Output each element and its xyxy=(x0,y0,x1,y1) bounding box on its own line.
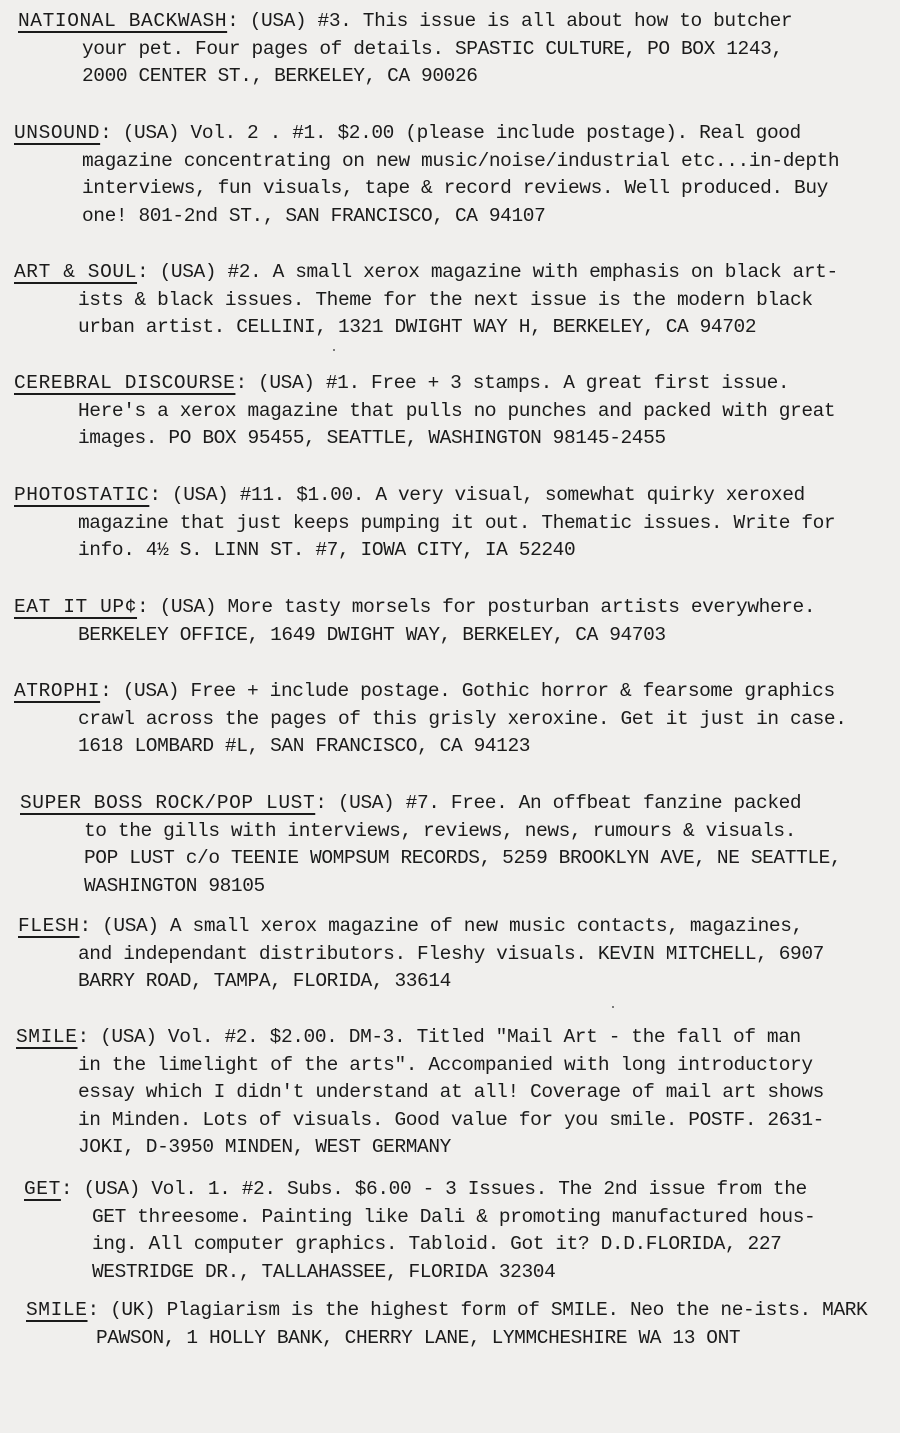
listing-line: PAWSON, 1 HOLLY BANK, CHERRY LANE, LYMMCHESHIRE WA 13 ONT xyxy=(96,1326,741,1349)
listing-line: your pet. Four pages of details. SPASTIC CULTURE, PO BOX 1243, xyxy=(82,37,783,60)
listing-eat-it-up xyxy=(0,594,900,649)
listing-text: : (USA) Vol. 1. #2. Subs. $6.00 - 3 Issues. The 2nd issue from the xyxy=(60,1178,807,1200)
listing-line: Here's a xerox magazine that pulls no punches and packed with great xyxy=(78,399,836,422)
listing-title: NATIONAL BACKWASH xyxy=(18,10,228,32)
listing-title: FLESH xyxy=(18,915,80,937)
listing-line: images. PO BOX 95455, SEATTLE, WASHINGTON 98145-2455 xyxy=(78,427,666,449)
listing-get xyxy=(0,1176,900,1286)
listing-line: GET threesome. Painting like Dali & promoting manufactured hous- xyxy=(92,1205,816,1228)
paper-speck xyxy=(612,1006,614,1008)
listing-photostatic xyxy=(0,482,900,565)
listing-first-line xyxy=(0,594,900,622)
listing-text: : (USA) Free + include postage. Gothic horror & fearsome graphics xyxy=(100,680,835,702)
listing-super-boss-rock-pop-lust xyxy=(0,790,900,900)
listing-art-and-soul xyxy=(0,259,900,342)
listing-text: : (USA) #7. Free. An offbeat fanzine packed xyxy=(315,792,802,814)
listing-first-line xyxy=(0,678,900,706)
listing-title: GET xyxy=(24,1178,61,1200)
listing-title: UNSOUND xyxy=(14,122,101,144)
listing-line: ing. All computer graphics. Tabloid. Got it? D.D.FLORIDA, 227 xyxy=(92,1233,782,1255)
listing-line: magazine that just keeps pumping it out. Thematic issues. Write for xyxy=(78,511,836,534)
listing-atrophi xyxy=(0,678,900,761)
listing-smile-uk xyxy=(0,1297,900,1352)
listing-title: ART & SOUL xyxy=(14,261,138,283)
listing-text: : (UK) Plagiarism is the highest form of SMILE. Neo the ne-ists. MARK xyxy=(87,1299,868,1321)
listing-line: POP LUST c/o TEENIE WOMPSUM RECORDS, 5259 BROOKLYN AVE, NE SEATTLE, xyxy=(84,847,842,869)
listing-line: to the gills with interviews, reviews, news, rumours & visuals. xyxy=(84,819,797,842)
listing-line: crawl across the pages of this grisly xeroxine. Get it just in case. xyxy=(78,707,847,730)
listing-line: info. 4½ S. LINN ST. #7, IOWA CITY, IA 52240 xyxy=(78,539,576,561)
listing-title: SMILE xyxy=(16,1026,78,1048)
listing-line: 2000 CENTER ST., BERKELEY, CA 90026 xyxy=(82,65,478,87)
listing-first-line xyxy=(0,790,900,818)
listing-line: essay which I didn't understand at all! Coverage of mail art shows xyxy=(78,1081,824,1103)
listing-title: CEREBRAL DISCOURSE xyxy=(14,372,236,394)
listing-line: 1618 LOMBARD #L, SAN FRANCISCO, CA 94123 xyxy=(78,735,531,757)
listing-text: : (USA) #2. A small xerox magazine with emphasis on black art- xyxy=(137,261,838,283)
listing-line: ists & black issues. Theme for the next issue is the modern black xyxy=(78,288,813,311)
listing-line: in Minden. Lots of visuals. Good value for you smile. POSTF. 2631- xyxy=(78,1108,824,1131)
paper-speck xyxy=(333,349,335,351)
listing-cerebral-discourse xyxy=(0,370,900,453)
listing-line: JOKI, D-3950 MINDEN, WEST GERMANY xyxy=(78,1136,451,1158)
listing-flesh xyxy=(0,913,900,996)
listing-line: WESTRIDGE DR., TALLAHASSEE, FLORIDA 32304 xyxy=(92,1260,556,1283)
listing-title: PHOTOSTATIC xyxy=(14,484,150,506)
listing-line: BARRY ROAD, TAMPA, FLORIDA, 33614 xyxy=(78,970,451,992)
listing-line: one! 801-2nd ST., SAN FRANCISCO, CA 94107 xyxy=(82,204,546,227)
listing-first-line xyxy=(0,482,900,510)
listing-line: BERKELEY OFFICE, 1649 DWIGHT WAY, BERKELEY, CA 94703 xyxy=(78,623,666,646)
listing-line: WASHINGTON 98105 xyxy=(84,874,265,897)
listing-first-line xyxy=(0,913,900,941)
listing-title: SMILE xyxy=(26,1299,88,1321)
listing-text: : (USA) #1. Free + 3 stamps. A great first issue. xyxy=(235,372,790,394)
listing-title: EAT IT UP¢ xyxy=(14,596,138,618)
listing-first-line xyxy=(0,259,900,287)
listing-line: in the limelight of the arts". Accompanied with long introductory xyxy=(78,1053,813,1076)
listing-text: : (USA) A small xerox magazine of new music contacts, magazines, xyxy=(79,915,803,937)
listing-title: ATROPHI xyxy=(14,680,101,702)
listing-line: magazine concentrating on new music/noise/industrial etc...in-depth xyxy=(82,149,840,172)
listing-line: and independant distributors. Fleshy visuals. KEVIN MITCHELL, 6907 xyxy=(78,942,824,965)
listing-text: : (USA) More tasty morsels for posturban artists everywhere. xyxy=(137,596,816,618)
listing-national-backwash xyxy=(0,8,900,91)
listing-smile-usa xyxy=(0,1024,900,1162)
listing-first-line xyxy=(0,370,900,398)
listing-first-line xyxy=(0,1297,900,1325)
listing-text: : (USA) Vol. #2. $2.00. DM-3. Titled "Mail Art - the fall of man xyxy=(77,1026,801,1048)
listing-text: : (USA) #3. This issue is all about how to butcher xyxy=(227,10,793,32)
listing-first-line xyxy=(0,120,900,148)
listing-first-line xyxy=(0,1024,900,1052)
listing-line: interviews, fun visuals, tape & record reviews. Well produced. Buy xyxy=(82,177,828,199)
listing-first-line xyxy=(0,8,900,36)
listing-unsound xyxy=(0,120,900,230)
listing-text: : (USA) #11. $1.00. A very visual, somewhat quirky xeroxed xyxy=(149,484,805,506)
listing-title: SUPER BOSS ROCK/POP LUST xyxy=(20,792,316,814)
listing-line: urban artist. CELLINI, 1321 DWIGHT WAY H, BERKELEY, CA 94702 xyxy=(78,316,757,338)
listing-text: : (USA) Vol. 2 . #1. $2.00 (please include postage). Real good xyxy=(100,122,801,144)
listing-first-line xyxy=(0,1176,900,1204)
